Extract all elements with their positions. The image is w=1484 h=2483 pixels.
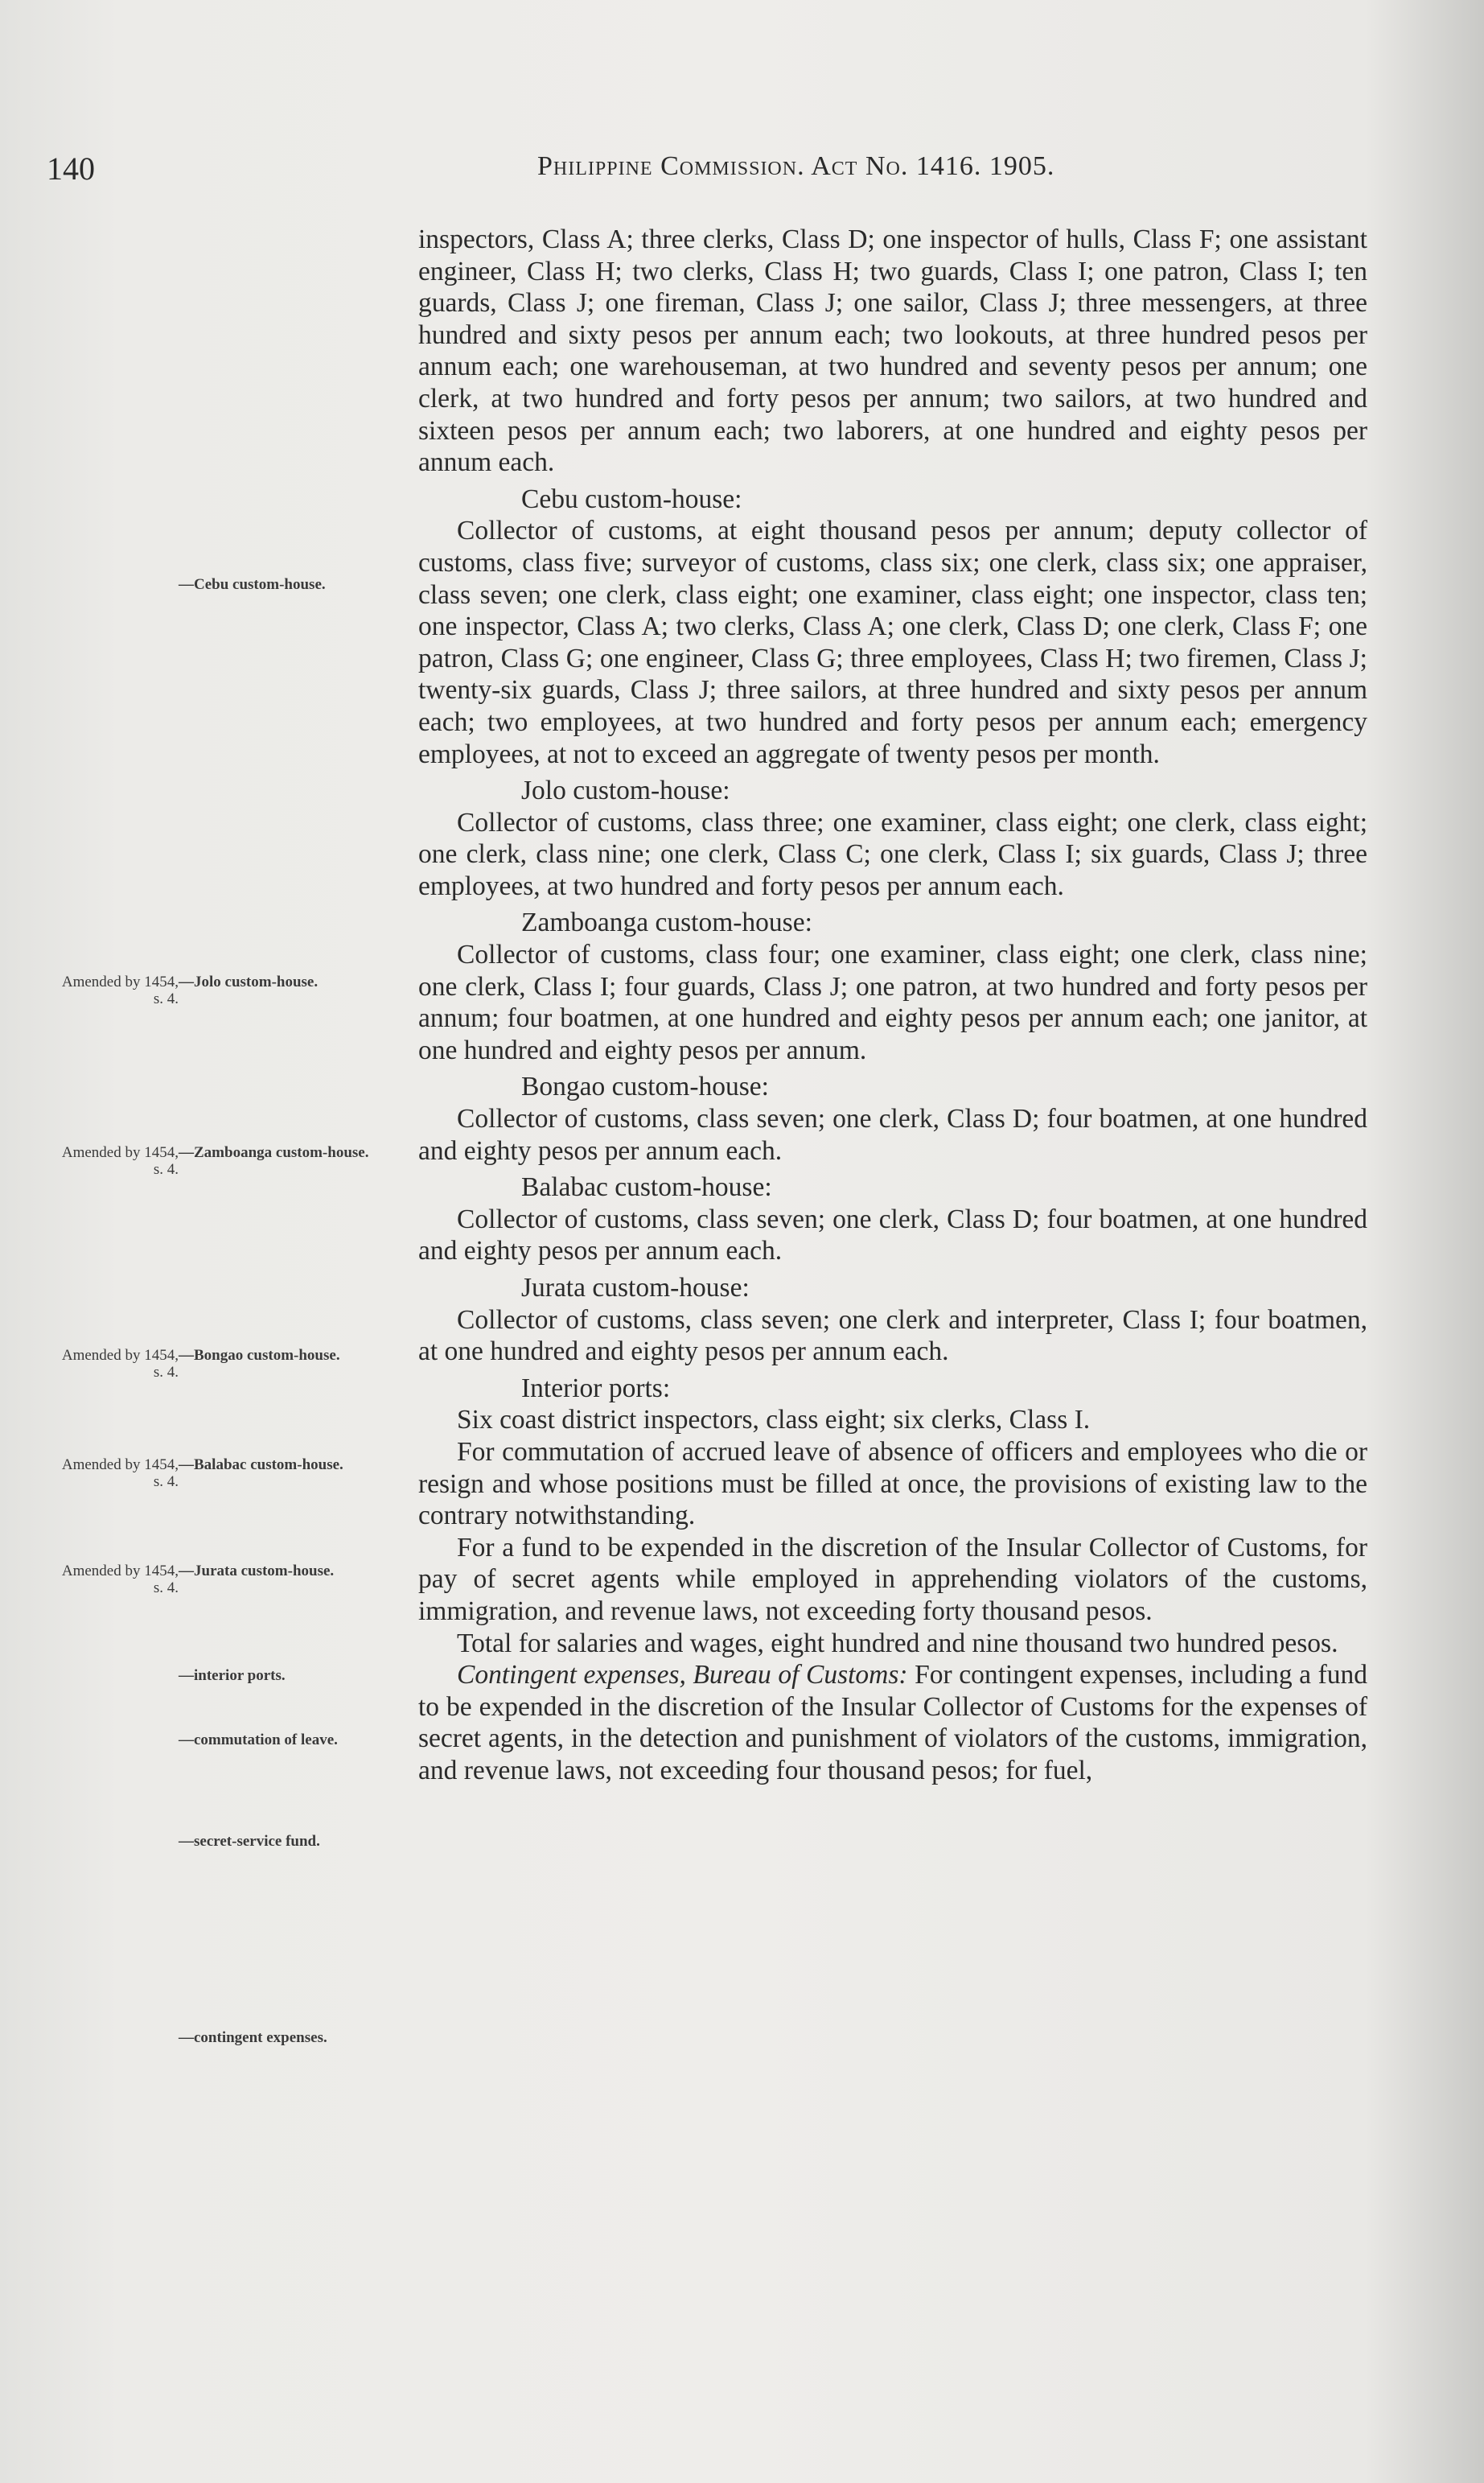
heading-jolo: Jolo custom-house: [521,776,730,806]
page-header [47,150,1374,190]
page-number: 140 [47,150,95,187]
heading-jurata: Jurata custom-house: [521,1273,750,1303]
heading-zamboanga: Zamboanga custom-house: [521,908,812,938]
body-text [418,224,1367,1787]
paragraph-total: Total for salaries and wages, eight hundred and nine thousand two hundred pesos. [457,1628,1338,1658]
margin-note-cebu: —Cebu custom-house. [179,576,326,593]
paragraph-secret-service: For a fund to be expended in the discretion of the Insular Collector of Customs, for pay of secret agents while employed in apprehending violators of the customs, immigration, and revenue laws, not exceeding forty thousand pesos. [418,1532,1367,1626]
margin-amended-balabac: Amended by 1454, s. 4. [61,1456,179,1490]
heading-cebu: Cebu custom-house: [521,484,742,514]
margin-note-jurata: —Jurata custom-house. [179,1563,335,1579]
margin-note-commutation: —commutation of leave. [179,1732,338,1748]
heading-bongao: Bongao custom-house: [521,1072,769,1102]
paragraph-cebu: Collector of customs, at eight thousand pesos per annum; deputy collector of customs, class five; surveyor of customs, class six; one clerk, class six; one appraiser, class seven; one clerk, class eight; one examiner, class eight; one inspector, class ten; one inspector, Class A; two clerks, Class A; one clerk, Class D; one clerk, Class F; one patron, Class G; one engineer, Class G; three employees, Class H; two firemen, Class J; twenty-six guards, Class J; three sailors, at three hundred and sixty pesos per annum each; two employees, at two hundred and forty pesos per annum each; emergency employees, at not to exceed an aggregate of twenty pesos per month. [418,516,1367,769]
margin-note-zamboanga: —Zamboanga custom-house. [179,1144,369,1161]
paragraph-jurata: Collector of customs, class seven; one clerk and interpreter, Class I; four boatmen, at one hundred and eighty pesos per annum each. [418,1304,1367,1367]
paragraph-jolo: Collector of customs, class three; one examiner, class eight; one clerk, class eight; one clerk, class nine; one clerk, Class C; one clerk, Class I; six guards, Class J; three employees, at two hundred and forty pesos per annum each. [418,807,1367,901]
margin-note-secret: —secret-service fund. [179,1833,320,1850]
paragraph-bongao: Collector of customs, class seven; one clerk, Class D; four boatmen, at one hundred and eighty pesos per annum each. [418,1104,1367,1166]
paragraph-zamboanga: Collector of customs, class four; one examiner, class eight; one clerk, class nine; one clerk, Class I; four guards, Class J; one patron, at two hundred and forty pesos per annum; four boatmen, at one hundred and eighty pesos per annum each; one janitor, at one hundred and eighty pesos per annum. [418,940,1367,1065]
margin-note-jolo: —Jolo custom-house. [179,974,319,990]
margin-amended-jolo: Amended by 1454, s. 4. [61,974,179,1007]
paragraph-contingent [418,1659,1367,1786]
paragraph-balabac: Collector of customs, class seven; one clerk, Class D; four boatmen, at one hundred and eighty pesos per annum each. [418,1204,1367,1266]
margin-amended-zamboanga: Amended by 1454, s. 4. [61,1144,179,1178]
margin-amended-jurata: Amended by 1454, s. 4. [61,1563,179,1596]
heading-balabac: Balabac custom-house: [521,1172,772,1203]
contingent-text: For contingent expenses, including a fund to be expended in the discretion of the Insular Collector of Customs for the expenses of secret agents, in the detection and punishment of violators of the customs, immigration, and revenue laws, not exceeding four thousand pesos; for fuel, [418,1660,1367,1785]
paragraph-commutation: For commutation of accrued leave of absence of officers and employees who die or resign and whose positions must be filled at once, the provisions of existing law to the contrary notwithstanding. [418,1436,1367,1531]
margin-note-contingent: —contingent expenses. [179,2029,327,2046]
contingent-heading: Contingent expenses, Bureau of Customs: [457,1660,908,1690]
running-head: Philippine Commission. Act No. 1416. 1905. [537,151,1055,181]
margin-note-interior: —interior ports. [179,1667,286,1684]
margin-note-bongao: —Bongao custom-house. [179,1347,340,1364]
paragraph-interior-ports: Six coast district inspectors, class eight; six clerks, Class I. [457,1405,1091,1435]
paragraph-continuation: inspectors, Class A; three clerks, Class D; one inspector of hulls, Class F; one assistant engineer, Class H; two clerks, Class H; two guards, Class I; one patron, Class I; ten guards, Class J; one fireman, Class J; one sailor, Class J; three messengers, at three hundred and sixty pesos per annum each; two lookouts, at three hundred pesos per annum each; one warehouseman, at two hundred and seventy pesos per annum; one clerk, at two hundred and forty pesos per annum; two sailors, at two hundred and sixteen pesos per annum each; two laborers, at one hundred and eighty pesos per annum each. [418,224,1367,478]
margin-amended-bongao: Amended by 1454, s. 4. [61,1347,179,1381]
margin-note-balabac: —Balabac custom-house. [179,1456,343,1473]
heading-interior-ports: Interior ports: [521,1373,671,1403]
